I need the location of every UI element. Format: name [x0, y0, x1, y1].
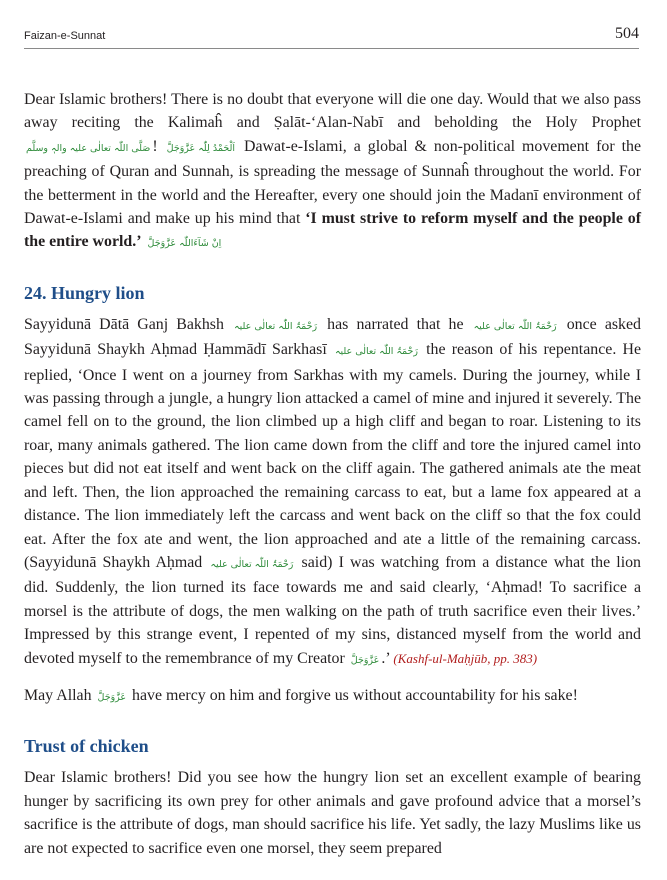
rahmatullah-honorific-2: رَحْمَۃُ اللّٰہ تعالٰی علیہ — [473, 320, 557, 332]
alhamdulillah-honorific: اَلْحَمْدُ لِلّٰہ عَزَّوَجَلَّ — [166, 142, 235, 154]
rahmatullah-honorific-1: رَحْمَۃُ اللّٰہ تعالٰی علیہ — [234, 320, 318, 332]
intro-bold-resolution: ‘I must strive to reform myself and the people of the entire world.’ — [24, 210, 641, 251]
rahmatullah-honorific-4: رَحْمَۃُ اللّٰہ تعالٰی علیہ — [210, 558, 294, 570]
page-header — [24, 26, 639, 49]
lion-text-3: once asked Sayyidunā Shaykh Aḥmad Ḥammādī Sarkhasī — [24, 315, 641, 359]
rahmatullah-honorific-3: رَحْمَۃُ اللّٰہ تعالٰی علیہ — [334, 346, 418, 358]
hungry-lion-paragraph — [24, 313, 641, 672]
intro-text-1: Dear Islamic brothers! There is no doubt that everyone will die one day. Would that we also pass away reciting the Kalimaĥ and Ṣalāt-‘Alan-Nabī and beholding the Holy Prophet — [24, 91, 641, 132]
lion-text-5: said) I was watching from a distance what the lion did. Suddenly, the lion turned its face towards me and said clearly, ‘Aḥmad! To sacrifice a morsel is the attribute of dogs, the men walking on the path of truth sacrifice even their lives.’ Impressed by this strange event, I repented of my sins, distanced myself from the world and devoted myself to the remembrance of my Creator — [24, 553, 641, 667]
intro-text-2: ! — [152, 137, 165, 155]
intro-paragraph — [24, 88, 641, 256]
section-heading-trust-of-chicken: Trust of chicken — [24, 736, 149, 757]
running-title: Faizan-e-Sunnat — [24, 30, 106, 42]
prayer-text-1: May Allah — [24, 686, 96, 704]
inshallah-honorific: اِنْ شَآءَاللّٰہ عَزَّوَجَلَّ — [147, 238, 222, 250]
salawat-honorific: صَلَّی اللّٰہ تعالٰی علیہ والہٖ وسلَّم — [26, 142, 151, 154]
lion-text-2: has narrated that he — [319, 315, 472, 333]
page-content — [24, 88, 641, 860]
trust-of-chicken-paragraph: Dear Islamic brothers! Did you see how the hungry lion set an excellent example of bearing hunger by sacrificing its own prey for other animals and gave profound advice that a morsel’s sacrifice is the attribute of dogs, man should sacrifice his life. Yet sadly, the lazy Muslims like us are not expected to sacrifice even one morsel, they seem prepared — [24, 769, 641, 857]
intro-text-3: Dawat-e-Islami, a global & non-political movement for the preaching of Quran and Sunnah, is spreading the message of Sunnaĥ throughout the world. For the betterment in the world and the Hereafter, every one should join the Madanī environment of Dawat-e-Islami and make up his mind that — [24, 137, 642, 228]
azza-wa-jalla-honorific-2: عَزَّوَجَلَّ — [97, 691, 127, 703]
prayer-text-2: have mercy on him and forgive us without accountability for his sake! — [128, 686, 578, 704]
page-number: 504 — [615, 25, 639, 42]
prayer-paragraph — [24, 684, 641, 709]
section-heading-hungry-lion: 24. Hungry lion — [24, 282, 145, 303]
lion-text-1: Sayyidunā Dātā Ganj Bakhsh — [24, 315, 233, 333]
lion-text-4: the reason of his repentance. He replied, ‘Once I went on a journey from Sarkhas with my camels. During the journey, while I was passing through a jungle, a hungry lion attacked a camel of mine and injured it severely. The camel fell on to the ground, the lion climbed up a high cliff and began to roar. Listening to its roar, many animals gathered. The lion came down from the cliff and tore the injured camel into pieces but did not eat itself and went back on the cliff again. The gathered animals ate the meat and left. Then, the lion approached the remaining carcass to eat, but a lame fox appeared at a distance. The lion immediately left the carcass and went back on the cliff so that the fox could eat. After the fox ate and went, the lion approached and ate a little of the remaining carcass. (Sayyidunā Shaykh Aḥmad — [24, 341, 641, 571]
lion-text-6: .’ — [381, 649, 394, 667]
citation: (Kashf-ul-Maḥjūb, pp. 383) — [393, 650, 538, 666]
azza-wa-jalla-honorific-1: عَزَّوَجَلَّ — [350, 654, 380, 666]
